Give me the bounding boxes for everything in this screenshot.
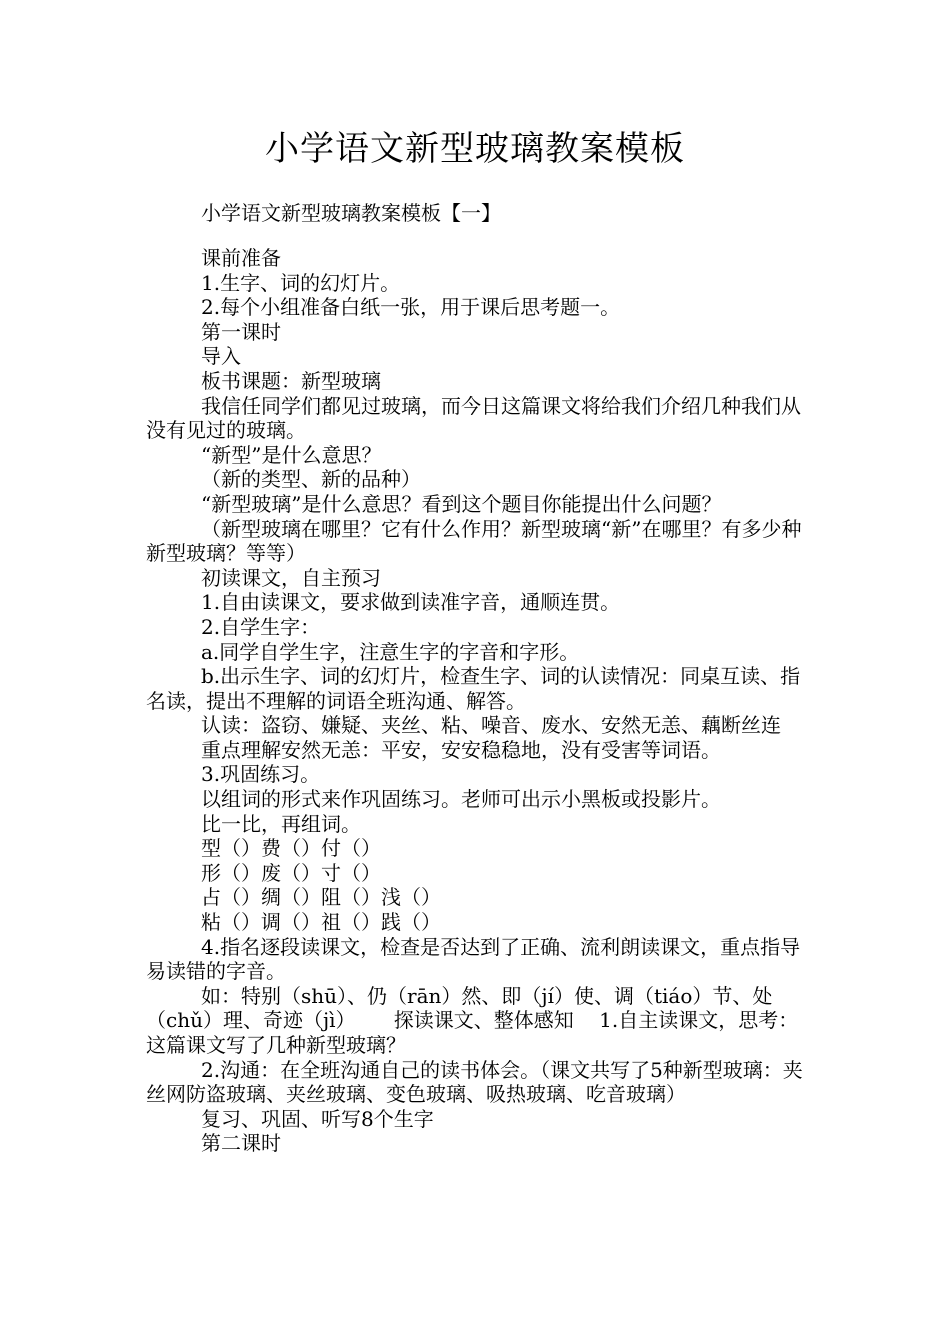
paragraph: 2.自学生字：: [201, 614, 321, 639]
paragraph: 初读课文，自主预习: [201, 565, 381, 590]
paragraph: 以组词的形式来作巩固练习。老师可出示小黑板或投影片。: [201, 787, 721, 812]
document-title: 小学语文新型玻璃教案模板: [265, 129, 685, 169]
paragraph: 重点理解安然无恙：平安，安安稳稳地，没有受害等词语。: [201, 737, 721, 762]
paragraph: 如：特别（shū）、仍（rān）然、即（jí）使、调（tiáo）节、处（chǔ）理、奇迹（jì） 探读课文、整体感知 1.自主读课文，思考：这篇课文写了几种新型玻璃？: [146, 983, 799, 1057]
paragraph: “新型”是什么意思？: [201, 442, 382, 467]
paragraph: 导入: [201, 344, 241, 369]
paragraph: 第二课时: [201, 1131, 281, 1156]
paragraph: b.出示生字、词的幻灯片，检查生字、词的认读情况：同桌互读、指名读，提出不理解的词语全班沟通、解答。: [146, 664, 801, 713]
paragraph: 3.巩固练习。: [201, 762, 321, 787]
paragraph: 4.指名逐段读课文，检查是否达到了正确、流利朗读课文，重点指导易读错的字音。: [146, 934, 801, 984]
paragraph: 我信任同学们都见过玻璃，而今日这篇课文将给我们介绍几种我们从没有见过的玻璃。: [146, 393, 801, 443]
paragraph: 形（）废（）寸（）: [201, 860, 381, 885]
paragraph: 2.沟通：在全班沟通自己的读书体会。（课文共写了5种新型玻璃：夹丝网防盗玻璃、夹丝玻璃、变色玻璃、吸热玻璃、吃音玻璃）: [146, 1057, 803, 1107]
paragraph: 板书课题：新型玻璃: [201, 368, 381, 393]
paragraph: a.同学自学生字，注意生字的字音和字形。: [201, 639, 580, 664]
paragraph: 1.生字、词的幻灯片。: [201, 270, 401, 295]
paragraph: （新的类型、新的品种）: [201, 467, 421, 492]
paragraph: 粘（）调（）祖（）践（）: [201, 910, 441, 935]
paragraph: “新型玻璃”是什么意思？看到这个题目你能提出什么问题？: [201, 491, 722, 516]
paragraph: 课前准备: [201, 246, 281, 270]
document-body: [146, 246, 810, 1156]
section-heading: 小学语文新型玻璃教案模板【一】: [201, 201, 501, 225]
paragraph: 1.自由读课文，要求做到读准字音，通顺连贯。: [201, 590, 621, 615]
paragraph: 比一比，再组词。: [201, 811, 361, 836]
paragraph: 复习、巩固、听写8个生字: [201, 1106, 434, 1131]
paragraph: 占（）绸（）阻（）浅（）: [201, 885, 441, 910]
paragraph: 型（）费（）付（）: [201, 836, 381, 861]
paragraph: 认读：盗窃、嫌疑、夹丝、粘、噪音、废水、安然无恙、藕断丝连: [201, 713, 781, 738]
paragraph: （新型玻璃在哪里？它有什么作用？新型玻璃“新”在哪里？有多少种新型玻璃？等等）: [146, 516, 802, 566]
paragraph: 第一课时: [201, 319, 281, 344]
paragraph: 2.每个小组准备白纸一张，用于课后思考题一。: [201, 295, 621, 320]
